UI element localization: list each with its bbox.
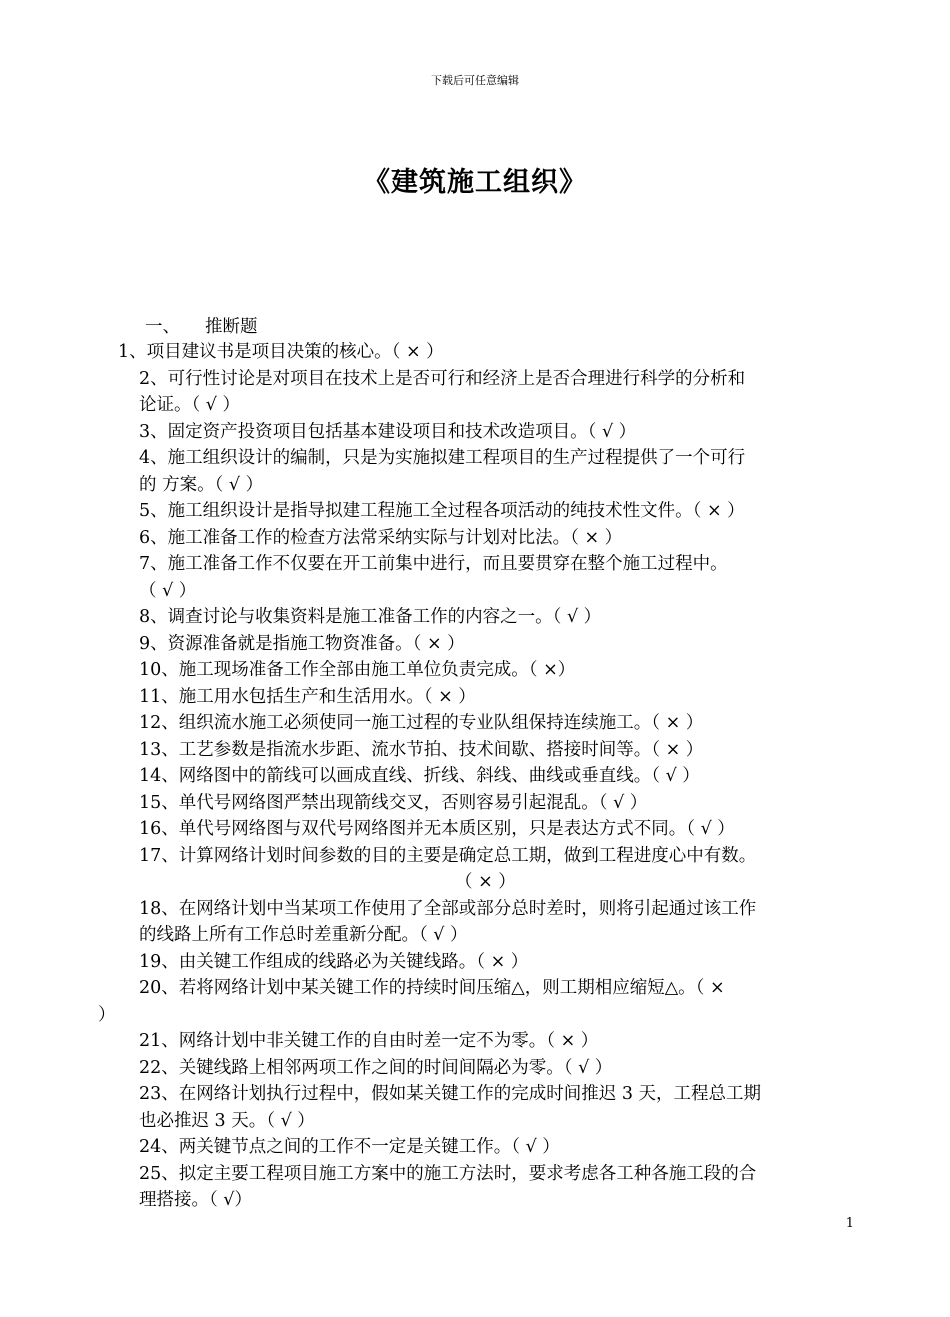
- question-line: 16、单代号网络图与双代号网络图并无本质区别，只是表达方式不同。（ √ ）: [139, 819, 735, 839]
- question-line: （ × ）: [455, 872, 516, 892]
- question-item: [0, 498, 950, 525]
- question-line: 19、由关键工作组成的线路必为关键线路。（ × ）: [139, 951, 529, 972]
- question-item: [0, 366, 950, 419]
- question-item: [0, 525, 950, 552]
- question-item: [0, 1161, 950, 1214]
- question-line: 13、工艺参数是指流水步距、流水节拍、技术间歇、搭接时间等。（ × ）: [139, 739, 704, 760]
- question-item: [0, 445, 950, 498]
- question-item: [0, 1028, 950, 1055]
- question-item: [0, 657, 950, 684]
- question-item: [0, 1081, 950, 1134]
- question-line: （ √ ）: [139, 580, 197, 601]
- question-line: 6、施工准备工作的检查方法常采纳实际与计划对比法。（ × ）: [139, 527, 623, 548]
- question-line: 论证。（ √ ）: [139, 395, 241, 415]
- question-item: [0, 1055, 950, 1082]
- question-line: 22、关键线路上相邻两项工作之间的时间间隔必为零。（ √ ）: [139, 1057, 613, 1078]
- question-item: [0, 790, 950, 817]
- question-item: [0, 763, 950, 790]
- question-item: [0, 631, 950, 658]
- question-line: 15、单代号网络图严禁出现箭线交叉，否则容易引起混乱。（ √ ）: [139, 792, 648, 813]
- question-item: [0, 949, 950, 976]
- question-line: 5、施工组织设计是指导拟建工程施工全过程各项活动的纯技术性文件。（ × ）: [139, 501, 745, 521]
- question-line: 11、施工用水包括生产和生活用水。（ × ）: [139, 686, 476, 707]
- question-item: [0, 737, 950, 764]
- question-line: 17、计算网络计划时间参数的目的主要是确定总工期，做到工程进度心中有数。: [139, 845, 757, 866]
- question-line: ）: [98, 1004, 116, 1025]
- question-item: [0, 419, 950, 446]
- question-item: [0, 710, 950, 737]
- question-line: 18、在网络计划中当某项工作使用了全部或部分总时差时，则将引起通过该工作: [139, 898, 757, 919]
- question-line: 9、资源准备就是指施工物资准备。（ × ）: [139, 633, 465, 654]
- question-list: [0, 339, 950, 1214]
- question-line: 2、可行性讨论是对项目在技术上是否可行和经济上是否合理进行科学的分析和: [139, 368, 746, 389]
- question-item: [0, 896, 950, 949]
- question-line: 也必推迟 3 天。（ √ ）: [139, 1110, 315, 1131]
- document-title: 《建筑施工组织》: [363, 167, 587, 198]
- question-item: [0, 843, 950, 896]
- question-line: 8、调查讨论与收集资料是施工准备工作的内容之一。（ √ ）: [139, 607, 602, 627]
- question-line: 的线路上所有工作总时差重新分配。（ √ ）: [139, 925, 468, 945]
- question-line: 1、项目建议书是项目决策的核心。（ × ）: [118, 342, 444, 362]
- question-line: 7、施工准备工作不仅要在开工前集中进行，而且要贯穿在整个施工过程中。: [139, 554, 728, 574]
- question-line: 23、在网络计划执行过程中，假如某关键工作的完成时间推迟 3 天，工程总工期: [139, 1084, 762, 1104]
- page-number: 1: [845, 1216, 854, 1231]
- question-line: 理搭接。（ √）: [139, 1190, 252, 1210]
- question-item: [0, 339, 950, 366]
- question-item: [0, 975, 950, 1028]
- question-line: 25、拟定主要工程项目施工方案中的施工方法时，要求考虑各工种各施工段的合: [139, 1163, 757, 1184]
- question-line: 21、网络计划中非关键工作的自由时差一定不为零。（ × ）: [139, 1031, 599, 1051]
- question-line: 12、组织流水施工必须使同一施工过程的专业队组保持连续施工。（ × ）: [139, 713, 704, 733]
- question-item: [0, 604, 950, 631]
- question-line: 24、两关键节点之间的工作不一定是关键工作。（ √ ）: [139, 1137, 560, 1157]
- question-item: [0, 684, 950, 711]
- question-line: 的 方案。（ √ ）: [139, 474, 264, 495]
- question-line: 3、固定资产投资项目包括基本建设项目和技术改造项目。（ √ ）: [139, 421, 637, 442]
- section-number: 一、: [145, 317, 180, 337]
- question-item: [0, 551, 950, 604]
- question-line: 20、若将网络计划中某关键工作的持续时间压缩△，则工期相应缩短△。（ ×: [139, 978, 725, 998]
- question-item: [0, 816, 950, 843]
- question-line: 4、施工组织设计的编制，只是为实施拟建工程项目的生产过程提供了一个可行: [139, 448, 746, 468]
- section-label: 推断题: [205, 317, 258, 337]
- section-heading: [145, 313, 258, 338]
- question-line: 10、施工现场准备工作全部由施工单位负责完成。（ ×）: [139, 660, 576, 680]
- page-header: 下载后可任意编辑: [431, 74, 519, 87]
- question-item: [0, 1134, 950, 1161]
- question-line: 14、网络图中的箭线可以画成直线、折线、斜线、曲线或垂直线。（ √ ）: [139, 766, 700, 786]
